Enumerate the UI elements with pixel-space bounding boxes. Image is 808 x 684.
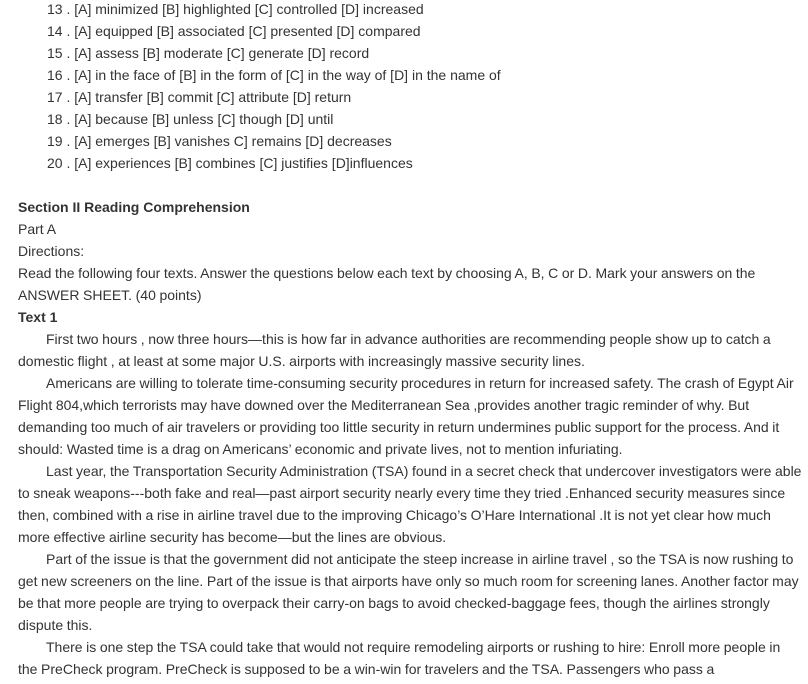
option-text: [A] equipped [B] associated [C] presented [D] compared — [74, 23, 421, 39]
question-number: 16 . — [47, 67, 71, 83]
option-text: [A] because [B] unless [C] though [D] until — [74, 111, 334, 127]
part-label: Part A — [18, 221, 57, 237]
paragraph-3: Last year, the Transportation Security Administration (TSA) found in a secret check that undercover investigators were able to sneak weapons---both fake and real—past airport security nearly every time they tried .Enhanced security measures since then, combined with a rise in airline travel due to the improving Chicago’s O’Hare International .It is not yet clear how much more effective airline security has become—but the lines are obvious. — [18, 463, 802, 545]
question-number: 18 . — [47, 111, 71, 127]
question-number: 15 . — [47, 45, 71, 61]
option-text: [A] transfer [B] commit [C] attribute [D] return — [74, 89, 352, 105]
option-item-15 — [0, 42, 808, 64]
paragraph-1: First two hours , now three hours—this is how far in advance authorities are recommending people show up to catch a domestic flight , at least at some major U.S. airports with increasingly massive security lines. — [18, 331, 771, 369]
option-item-14 — [0, 20, 808, 42]
question-number: 13 . — [47, 1, 71, 17]
paragraph-2: Americans are willing to tolerate time-consuming security procedures in return for increased safety. The crash of Egypt Air Flight 804,which terrorists may have downed over the Mediterranean Sea ,provides another tragic reminder of why. But demanding too much of air travelers or providing too little security in return undermines public support for the process. And it should: Wasted time is a drag on Americans’ economic and private lives, not to mention infuriating. — [18, 375, 794, 457]
section-title: Section II Reading Comprehension — [18, 199, 250, 215]
question-number: 20 . — [47, 155, 71, 171]
option-text: [A] experiences [B] combines [C] justifies [D]influences — [74, 155, 413, 171]
directions-label: Directions: — [18, 243, 85, 259]
text-title: Text 1 — [18, 309, 58, 325]
option-item-13 — [0, 0, 808, 20]
paragraph-5: There is one step the TSA could take that would not require remodeling airports or rushing to hire: Enroll more people in the PreCheck program. PreCheck is supposed to be a win-win for travelers and the TSA. Passengers who pass a — [18, 639, 781, 677]
spacer — [0, 174, 808, 196]
option-item-19 — [0, 130, 808, 152]
directions-text: Read the following four texts. Answer the questions below each text by choosing A, B, C or D. Mark your answers on the ANSWER SHEET. (40 points) — [18, 265, 756, 303]
option-item-17 — [0, 86, 808, 108]
option-item-16 — [0, 64, 808, 86]
question-number: 14 . — [47, 23, 71, 39]
option-item-20 — [0, 152, 808, 174]
option-text: [A] in the face of [B] in the form of [C] in the way of [D] in the name of — [74, 67, 501, 83]
option-item-18 — [0, 108, 808, 130]
option-text: [A] minimized [B] highlighted [C] controlled [D] increased — [74, 1, 424, 17]
paragraph-4: Part of the issue is that the government did not anticipate the steep increase in airline travel , so the TSA is now rushing to get new screeners on the line. Part of the issue is that airports have only so much room for screening lanes. Another factor may be that more people are trying to overpack their carry-on bags to avoid checked-baggage fees, though the airlines strongly dispute this. — [18, 551, 799, 633]
option-text: [A] emerges [B] vanishes C] remains [D] decreases — [74, 133, 392, 149]
options-list — [0, 0, 808, 174]
option-text: [A] assess [B] moderate [C] generate [D] record — [74, 45, 370, 61]
question-number: 17 . — [47, 89, 71, 105]
question-number: 19 . — [47, 133, 71, 149]
